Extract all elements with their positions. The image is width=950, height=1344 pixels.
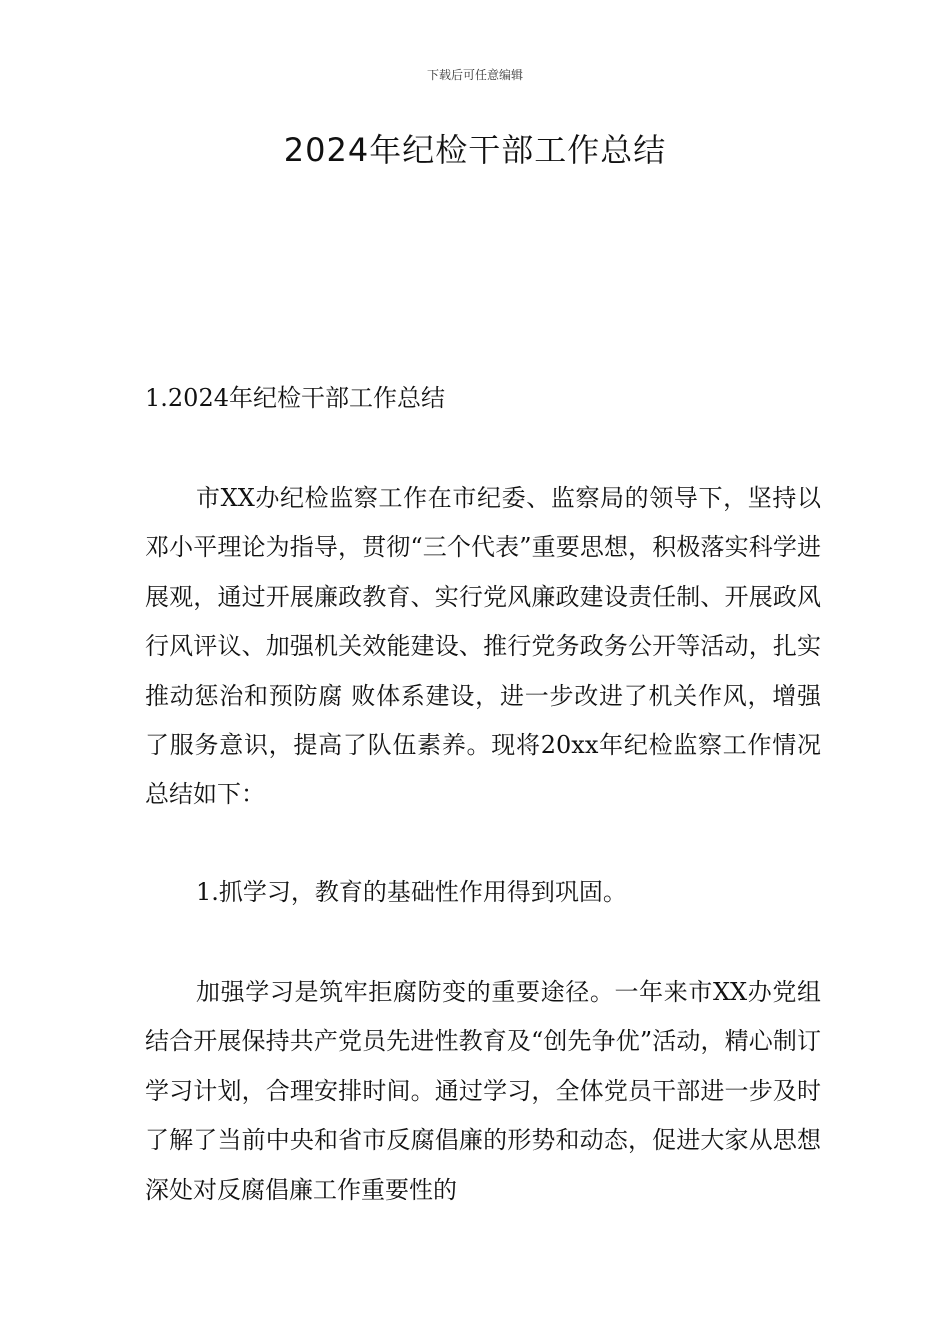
section-heading: 1.2024年纪检干部工作总结 — [145, 384, 445, 412]
paragraph-study: 加强学习是筑牢拒腐防变的重要途径。一年来市XX办党组结合开展保持共产党员先进性教育及“创先争优”活动，精心制订学习计划，合理安排时间。通过学习，全体党员干部进一步及时了解了当前中央和省市反腐倡廉的形势和动态，促进大家从思想深处对反腐倡廉工作重要性的 — [145, 978, 821, 1204]
sub-heading-study: 1.抓学习，教育的基础性作用得到巩固。 — [196, 878, 627, 906]
paragraph-intro: 市XX办纪检监察工作在市纪委、监察局的领导下，坚持以邓小平理论为指导，贯彻“三个代表”重要思想，积极落实科学进展观，通过开展廉政教育、实行党风廉政建设责任制、开展政风行风评议、加强机关效能建设、推行党务政务公开等活动，扎实推动惩治和预防腐 败体系建设，进一步改进了机关作风，增强了服务意识，提高了队伍素养。现将20xx年纪检监察工作情况总结如下： — [145, 484, 821, 809]
header-note: 下载后可任意编辑 — [426, 68, 523, 82]
document-title: 2024年纪检干部工作总结 — [283, 131, 667, 169]
